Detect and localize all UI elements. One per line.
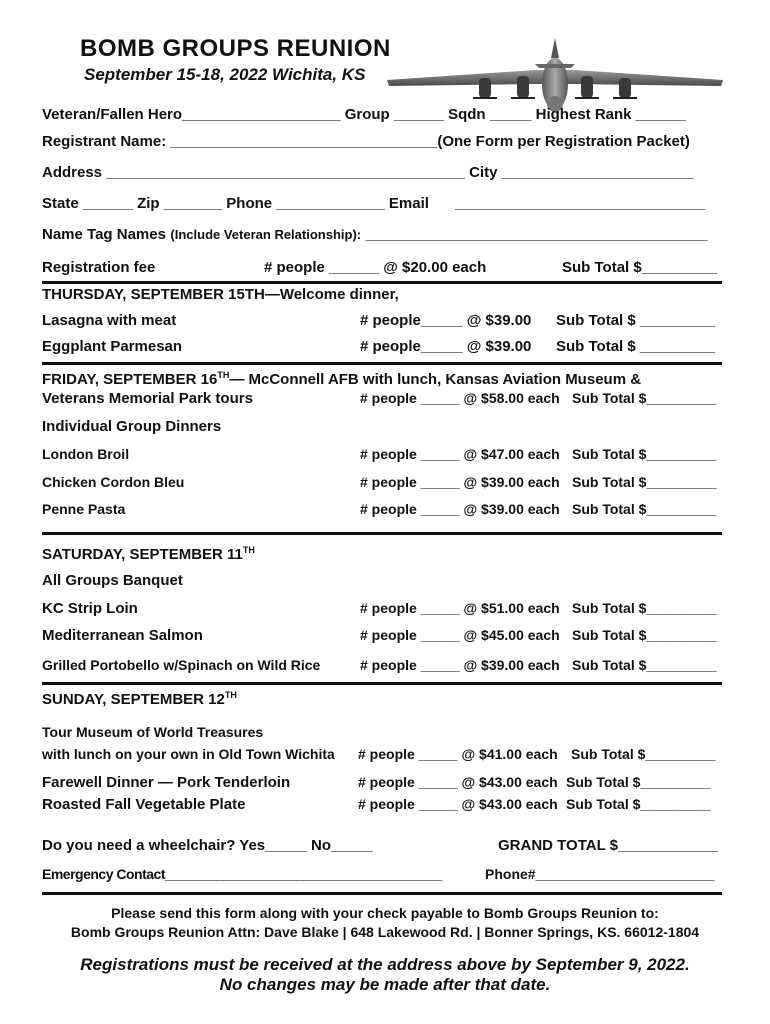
thursday-item-people[interactable]: # people_____ @ $39.00 [360, 338, 532, 355]
divider [42, 892, 722, 895]
saturday-heading-date: SATURDAY, SEPTEMBER 11 [42, 546, 243, 563]
wheelchair-question[interactable]: Do you need a wheelchair? Yes_____ No_____ [42, 837, 373, 854]
friday-item-name: Chicken Cordon Bleu [42, 474, 185, 490]
sunday-item-subtotal[interactable]: Sub Total $_________ [566, 796, 711, 812]
registration-fee-label: Registration fee [42, 259, 156, 276]
divider [42, 532, 722, 535]
sunday-item-name: Farewell Dinner — Pork Tenderloin [42, 774, 291, 791]
sunday-item-people[interactable]: # people _____ @ $43.00 each [358, 796, 558, 812]
sunday-item-subtotal[interactable]: Sub Total $_________ [566, 774, 711, 790]
sunday-heading-date: SUNDAY, SEPTEMBER 12 [42, 691, 225, 708]
friday-item-subtotal[interactable]: Sub Total $_________ [572, 474, 717, 490]
sunday-heading-sup: TH [224, 690, 237, 700]
friday-heading-date: FRIDAY, SEPTEMBER 16 [42, 371, 218, 388]
emergency-phone[interactable]: Phone#_______________________ [485, 866, 715, 882]
footer-instructions: Please send this form along with your check payable to Bomb Groups Reunion to: [111, 905, 659, 921]
saturday-item-name: KC Strip Loin [42, 600, 138, 617]
name-tag-note: (Include Veteran Relationship): [170, 227, 362, 242]
saturday-item-name: Grilled Portobello w/Spinach on Wild Rice [42, 657, 321, 673]
emergency-contact[interactable]: Emergency Contact______________________________________ [42, 866, 442, 882]
friday-item-people[interactable]: # people _____ @ $47.00 each [360, 446, 560, 462]
friday-tour-people[interactable]: # people _____ @ $58.00 each [360, 390, 560, 406]
sunday-tour-subtotal[interactable]: Sub Total $_________ [571, 746, 716, 762]
name-tag-label: Name Tag Names [42, 226, 166, 243]
page-subtitle: September 15-18, 2022 Wichita, KS [84, 65, 366, 84]
saturday-item-people[interactable]: # people _____ @ $45.00 each [360, 627, 560, 643]
friday-item-people[interactable]: # people _____ @ $39.00 each [360, 474, 560, 490]
saturday-heading [42, 545, 255, 563]
sunday-tour-people[interactable]: # people _____ @ $41.00 each [358, 746, 558, 762]
thursday-heading: THURSDAY, SEPTEMBER 15TH—Welcome dinner, [42, 286, 399, 303]
saturday-item-people[interactable]: # people _____ @ $39.00 each [360, 657, 560, 673]
divider [42, 281, 722, 284]
friday-item-people[interactable]: # people _____ @ $39.00 each [360, 501, 560, 517]
friday-heading-detail: — McConnell AFB with lunch, Kansas Aviation Museum & [229, 371, 642, 388]
friday-item-name: Penne Pasta [42, 501, 126, 517]
email-field[interactable]: ______________________________ [455, 195, 706, 212]
registrant-name-line[interactable]: Registrant Name: ________________________________(One Form per Registration Packet) [42, 133, 690, 150]
sunday-item-name: Roasted Fall Vegetable Plate [42, 796, 246, 813]
sunday-tour-line2: with lunch on your own in Old Town Wichita [42, 746, 335, 762]
address-line[interactable]: Address ___________________________________________ City _______________________ [42, 164, 694, 181]
friday-tour-subtotal[interactable]: Sub Total $_________ [572, 390, 717, 406]
registration-fee-subtotal[interactable]: Sub Total $_________ [562, 259, 717, 276]
saturday-item-subtotal[interactable]: Sub Total $_________ [572, 657, 717, 673]
state-zip-phone-line[interactable]: State ______ Zip _______ Phone _____________ Email [42, 195, 429, 212]
divider [42, 682, 722, 685]
thursday-item-subtotal[interactable]: Sub Total $ _________ [556, 312, 715, 329]
friday-dinners-label: Individual Group Dinners [42, 418, 222, 435]
saturday-heading-sup: TH [242, 545, 255, 555]
name-tag-line[interactable] [42, 226, 708, 244]
saturday-item-people[interactable]: # people _____ @ $51.00 each [360, 600, 560, 616]
divider [42, 362, 722, 365]
grand-total[interactable]: GRAND TOTAL $____________ [498, 837, 719, 854]
friday-item-name: London Broil [42, 446, 130, 462]
friday-item-subtotal[interactable]: Sub Total $_________ [572, 501, 717, 517]
friday-tour-name: Veterans Memorial Park tours [42, 390, 253, 407]
saturday-item-name: Mediterranean Salmon [42, 627, 203, 644]
veteran-line[interactable]: Veteran/Fallen Hero___________________ Group ______ Sqdn _____ Highest Rank ______ [42, 106, 686, 123]
friday-item-subtotal[interactable]: Sub Total $_________ [572, 446, 717, 462]
thursday-item-subtotal[interactable]: Sub Total $ _________ [556, 338, 715, 355]
name-tag-field[interactable]: _________________________________________ [365, 226, 708, 243]
deadline-notice: Registrations must be received at the address above by September 9, 2022. [80, 955, 690, 974]
saturday-item-subtotal[interactable]: Sub Total $_________ [572, 600, 717, 616]
footer-address: Bomb Groups Reunion Attn: Dave Blake | 648 Lakewood Rd. | Bonner Springs, KS. 66012-1804 [70, 924, 700, 940]
sunday-item-people[interactable]: # people _____ @ $43.00 each [358, 774, 558, 790]
sunday-tour-line1: Tour Museum of World Treasures [42, 724, 264, 740]
page-title: BOMB GROUPS REUNION [80, 35, 391, 62]
sunday-heading [42, 690, 237, 708]
saturday-banquet-label: All Groups Banquet [42, 572, 183, 589]
saturday-item-subtotal[interactable]: Sub Total $_________ [572, 627, 717, 643]
no-changes-notice: No changes may be made after that date. [219, 975, 551, 994]
friday-heading-sup: TH [217, 370, 230, 380]
thursday-item-people[interactable]: # people_____ @ $39.00 [360, 312, 532, 329]
friday-heading [42, 370, 641, 388]
registration-fee-people[interactable]: # people ______ @ $20.00 each [264, 259, 487, 276]
airplane-illustration [385, 36, 725, 116]
thursday-item-name: Eggplant Parmesan [42, 338, 183, 355]
thursday-item-name: Lasagna with meat [42, 312, 177, 329]
